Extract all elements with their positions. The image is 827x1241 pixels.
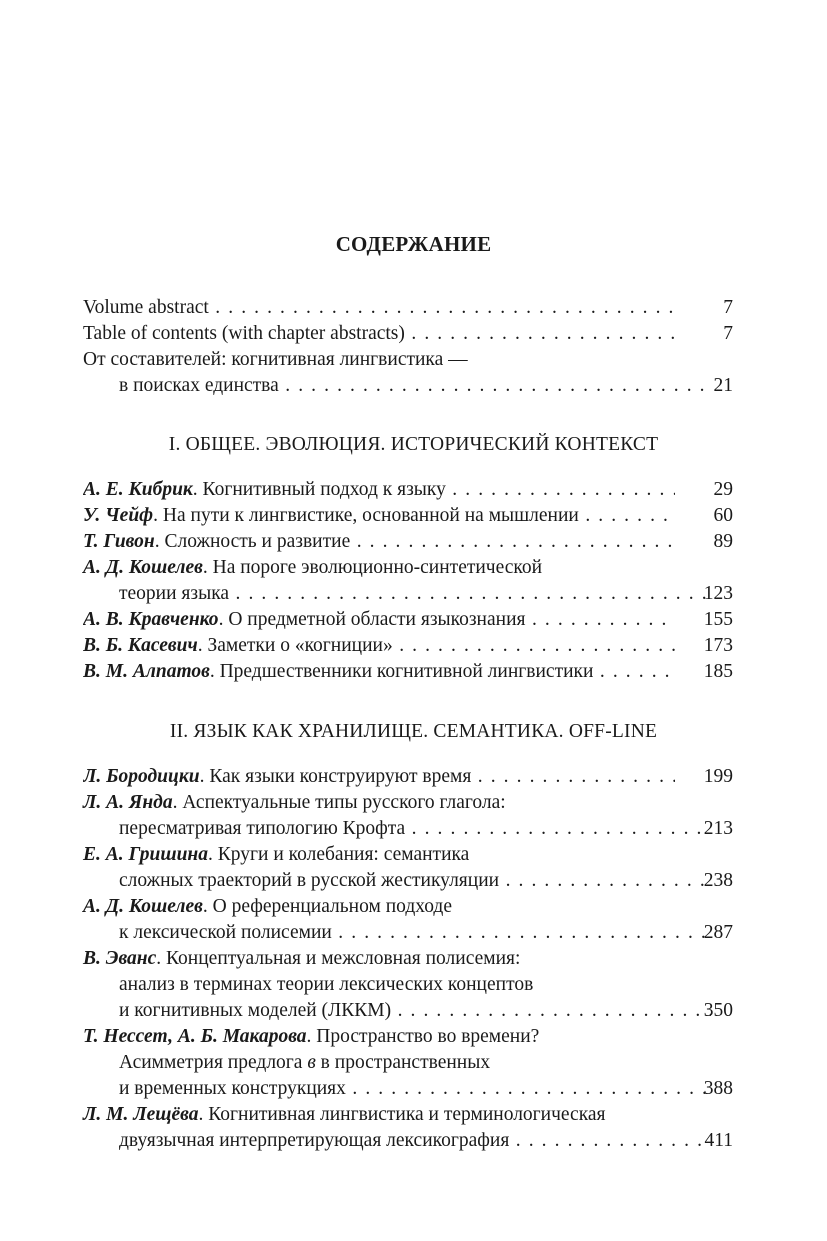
entry-text: Table of contents (with chapter abstracts) . . . [83,321,675,347]
section-1-list [83,477,733,685]
toc-entry[interactable] [83,555,733,581]
entry-text: пересматривая типологию Крофта . . . [83,816,711,842]
entry-author: Е. А. Гришина [83,844,209,865]
entry-text: и временных конструкциях . . . [83,1076,711,1102]
entry-title: . О референциальном подходе [202,896,453,917]
toc-entry-continuation[interactable] [83,581,733,607]
page-number: 185 [703,661,733,682]
entry-author: А. Д. Кошелев [83,896,203,917]
toc-entry-continuation[interactable] [83,920,733,946]
entry-text: к лексической полисемии . . . [83,920,711,946]
entry-author: А. Д. Кошелев [83,557,203,578]
entry-title: . Когнитивная лингвистика и терминологическая [198,1104,606,1125]
page-number: 89 [713,531,733,552]
entry-text: в поисках единства . . . [83,373,711,399]
entry-author: Л. М. Лещёва [83,1104,199,1125]
entry-text: двуязычная интерпретирующая лексикография . . . [83,1128,711,1154]
toc-entry[interactable] [83,842,733,868]
entry-text: Асимметрия предлога [119,1052,308,1073]
entry-title: . Круги и колебания: семантика [208,844,470,865]
page-number: 7 [723,323,733,344]
entry-title: . О предметной области языкознания [218,609,526,630]
page-number: 199 [703,766,733,787]
page-number: 7 [723,297,733,318]
page-number: 29 [713,479,733,500]
toc-entry-continuation[interactable] [83,1050,733,1076]
entry-text: Volume abstract . . . [83,295,675,321]
entry-title: . Предшественники когнитивной лингвистики [209,661,594,682]
entry-text: и когнитивных моделей (ЛККМ) . . . [83,998,711,1024]
page-number: 287 [703,922,733,943]
front-matter-list [83,295,733,399]
entry-author: Л. Бородицки [83,766,200,787]
entry-title: . Когнитивный подход к языку [192,479,446,500]
entry-text-tail: в пространственных [315,1052,491,1073]
toc-entry[interactable] [83,790,733,816]
entry-author: А. Е. Кибрик [83,479,193,500]
entry-text: От составителей: когнитивная лингвистика — [83,349,468,370]
entry-text-italic: в [307,1052,316,1073]
page-number: 60 [713,505,733,526]
toc-entry[interactable] [83,946,733,972]
page-number: 388 [703,1078,733,1099]
entry-author: В. М. Алпатов [83,661,210,682]
toc-entry-continuation[interactable] [83,998,733,1024]
entry-author: А. В. Кравченко [83,609,219,630]
toc-entry[interactable] [83,1102,733,1128]
entry-title: . Пространство во времени? [306,1026,540,1047]
entry-author: Т. Гивон [83,531,155,552]
page-number: 411 [704,1130,733,1151]
toc-entry[interactable] [83,633,733,659]
entry-text: анализ в терминах теории лексических концептов [119,974,534,995]
entry-author: В. Эванс [83,948,157,969]
toc-entry[interactable] [83,659,733,685]
toc-entry[interactable] [83,529,733,555]
page-number: 173 [703,635,733,656]
toc-entry-continuation[interactable] [83,1076,733,1102]
toc-entry[interactable] [83,503,733,529]
entry-title: . На пороге эволюционно-синтетической [202,557,543,578]
toc-entry[interactable] [83,347,733,373]
entry-text: теории языка . . . [83,581,711,607]
page-number: 350 [703,1000,733,1021]
entry-title: . Заметки о «когниции» [197,635,393,656]
toc-entry[interactable] [83,321,733,347]
toc-entry[interactable] [83,1024,733,1050]
toc-entry-continuation[interactable] [83,868,733,894]
entry-author: У. Чейф [83,505,154,526]
entry-title: . На пути к лингвистике, основанной на мышлении [153,505,579,526]
toc-entry-continuation[interactable] [83,972,733,998]
entry-author: Л. А. Янда [83,792,173,813]
entry-title: . Аспектуальные типы русского глагола: [172,792,506,813]
page-title: СОДЕРЖАНИЕ [335,232,492,256]
page-number: 155 [703,609,733,630]
toc-entry-continuation[interactable] [83,373,733,399]
section-heading-1: I. ОБЩЕЕ. ЭВОЛЮЦИЯ. ИСТОРИЧЕСКИЙ КОНТЕКСТ [168,434,659,455]
entry-author: В. Б. Касевич [83,635,198,656]
toc-entry[interactable] [83,477,733,503]
toc-entry[interactable] [83,295,733,321]
page-number: 238 [703,870,733,891]
toc-entry[interactable] [83,607,733,633]
toc-entry-continuation[interactable] [83,1128,733,1154]
toc-entry[interactable] [83,764,733,790]
toc-entry[interactable] [83,894,733,920]
entry-title: . Сложность и развитие [154,531,351,552]
entry-author: Т. Нессет, А. Б. Макарова [83,1026,307,1047]
page-number: 123 [703,583,733,604]
entry-title: . Как языки конструируют время [199,766,472,787]
section-heading-2: II. ЯЗЫК КАК ХРАНИЛИЩЕ. СЕМАНТИКА. OFF-LINE [169,721,658,742]
entry-title: . Концептуальная и межсловная полисемия: [156,948,521,969]
toc-entry-continuation[interactable] [83,816,733,842]
entry-text: сложных траекторий в русской жестикуляции . . . [83,868,711,894]
page-number: 213 [703,818,733,839]
page-number: 21 [713,375,733,396]
section-2-list [83,764,733,1154]
